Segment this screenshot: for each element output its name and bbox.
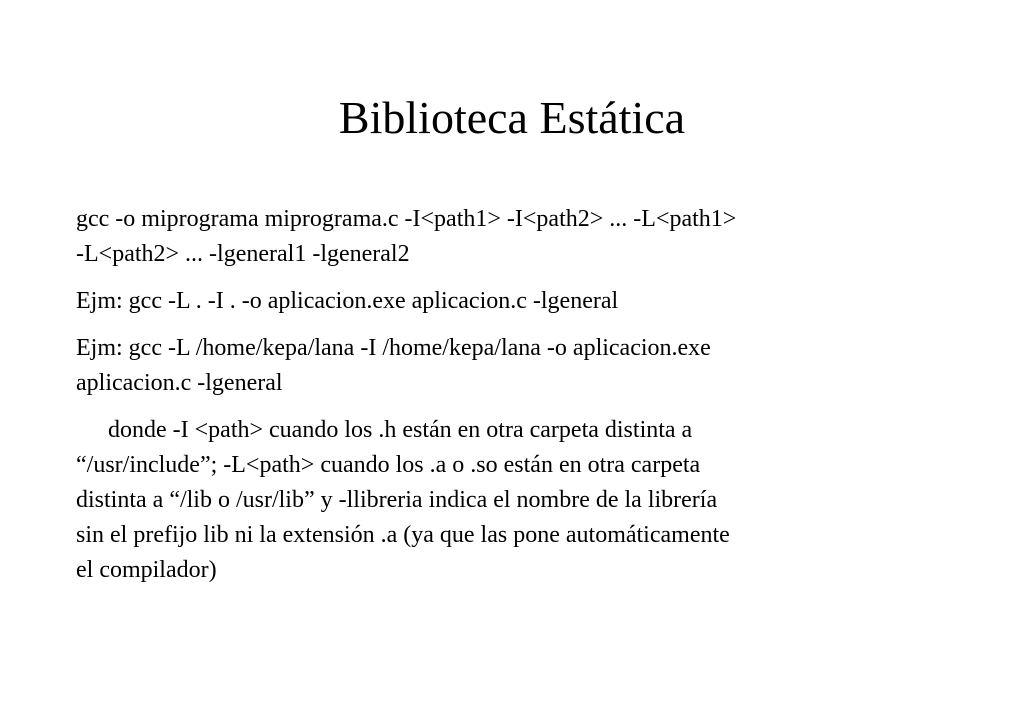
slide-body — [76, 202, 976, 600]
paragraph-example-1 — [76, 284, 976, 319]
text-line: sin el prefijo lib ni la extensión .a (ya que las pone automáticamente — [76, 522, 730, 548]
text-line: Ejm: gcc -L /home/kepa/lana -I /home/kepa/lana -o aplicacion.exe — [76, 335, 711, 361]
slide-title: Biblioteca Estática — [338, 92, 686, 143]
text-line: “/usr/include”; -L<path> cuando los .a o .so están en otra carpeta — [76, 452, 701, 478]
text-line: distinta a “/lib o /usr/lib” y -llibreria indica el nombre de la librería — [76, 487, 718, 513]
paragraph-example-2 — [76, 331, 976, 401]
paragraph-gcc-syntax — [76, 202, 976, 272]
text-line: donde -I <path> cuando los .h están en otra carpeta distinta a — [108, 417, 693, 443]
text-line: el compilador) — [76, 557, 217, 583]
text-line: Ejm: gcc -L . -I . -o aplicacion.exe aplicacion.c -lgeneral — [76, 288, 619, 314]
text-line: -L<path2> ... -lgeneral1 -lgeneral2 — [76, 241, 410, 267]
paragraph-explanation — [76, 413, 976, 588]
text-line: gcc -o miprograma miprograma.c -I<path1> -I<path2> ... -L<path1> — [76, 206, 737, 232]
text-line: aplicacion.c -lgeneral — [76, 370, 283, 396]
